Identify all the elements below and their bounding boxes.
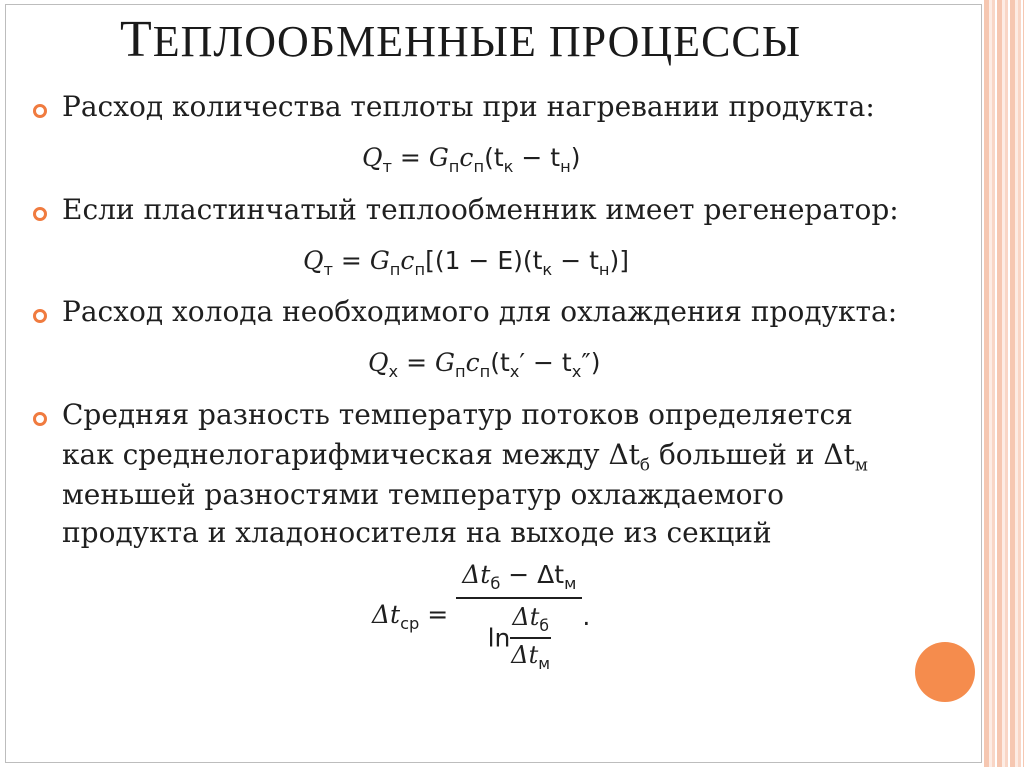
bullet-icon bbox=[33, 309, 47, 323]
title-first-letter: Т bbox=[120, 11, 153, 68]
bullet-4-line-3: меньшей разностями температур охлаждаемого bbox=[62, 478, 785, 511]
bullet-1-text: Расход количества теплоты при нагревании продукта: bbox=[62, 90, 875, 123]
bullet-3-text: Расход холода необходимого для охлаждения продукта: bbox=[62, 295, 898, 328]
bullet-4-line-1: Средняя разность температур потоков определяется bbox=[62, 398, 853, 431]
bullet-icon bbox=[33, 207, 47, 221]
title-rest: ЕПЛООБМЕННЫЕ ПРОЦЕССЫ bbox=[152, 17, 802, 66]
bullet-icon bbox=[33, 104, 47, 118]
bullet-4-line-4: продукта и хладоносителя на выходе из секций bbox=[62, 516, 772, 549]
formula-log-mean: $\Delta t_{ср}$ = $\Delta t_б - \Delta t_м$ ln $\frac{\Delta t_б}{\Delta t_м}$ . bbox=[372, 560, 591, 673]
bullet-4-line-2: как среднелогарифмическая между $\Delta t_б$ большей и $\Delta t_м$ bbox=[62, 438, 868, 475]
slide-title bbox=[120, 10, 801, 69]
formula-cold: $Q_х = G_пc_п(t_х' - t_х'')$ bbox=[368, 348, 601, 381]
bullet-icon bbox=[33, 412, 47, 426]
formula-regenerator: $Q_т = G_пc_п[(1 - E)(t_к - t_н)]$ bbox=[303, 246, 630, 279]
bullet-2-text: Если пластинчатый теплообменник имеет регенератор: bbox=[62, 193, 899, 226]
formula-heat: $Q_т = G_пc_п(t_к - t_н)$ bbox=[362, 143, 581, 176]
decorative-orange-circle bbox=[915, 642, 975, 702]
decorative-stripes bbox=[984, 0, 1024, 767]
log-mean-fraction: $\Delta t_б - \Delta t_м$ ln $\frac{\Delta t_б}{\Delta t_м}$ bbox=[456, 560, 582, 673]
